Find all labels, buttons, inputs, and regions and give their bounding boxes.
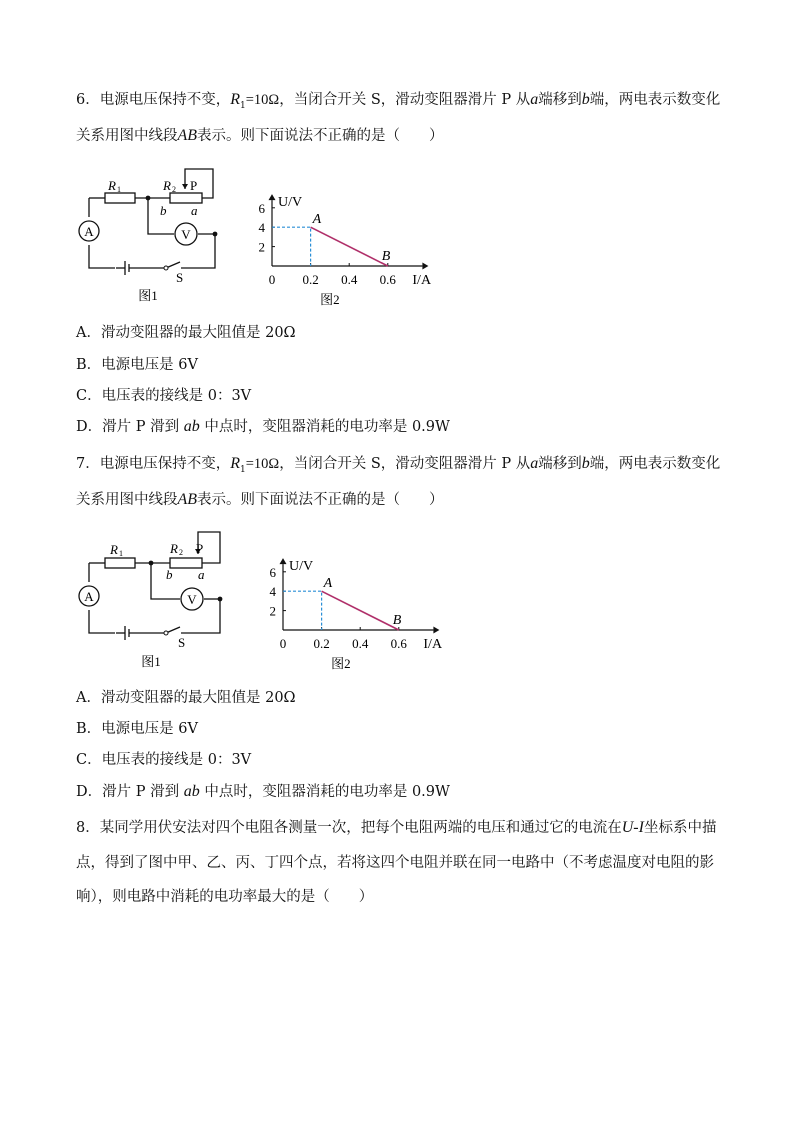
x-tick-label: 0.4 — [352, 636, 369, 651]
x-tick-label: 0.2 — [313, 636, 330, 651]
end-a-label: a — [191, 203, 198, 218]
figure2-caption: 图2 — [331, 656, 351, 671]
end-b-label: b — [166, 567, 173, 582]
r1-label: R — [108, 178, 116, 193]
q8-stem-line1: 8．某同学用伏安法对四个电阻各测量一次，把每个电阻两端的电压和通过它的电流在U-I坐标系中描 — [76, 819, 717, 836]
y-tick-label: 2 — [269, 603, 276, 619]
q7-option-b[interactable]: B．电源电压是 6V — [76, 721, 198, 737]
q6-circuit-diagram — [70, 162, 230, 308]
y-tick-label: 4 — [258, 220, 265, 236]
x-axis-arrow — [433, 627, 439, 634]
q6-option-b[interactable]: B．电源电压是 6V — [76, 357, 198, 373]
dashed-guide-lines — [283, 591, 322, 630]
x-tick-label: 0 — [279, 636, 287, 651]
r2-subscript: 2 — [179, 548, 183, 557]
point-b-label: B — [392, 613, 402, 628]
y-axis-arrow — [269, 194, 276, 200]
figure1-caption: 图1 — [141, 654, 161, 669]
q7-ui-graph — [263, 514, 453, 674]
q7-option-d[interactable]: D．滑片 P 滑到 ab 中点时，变阻器消耗的电功率是 0.9W — [76, 783, 450, 800]
x-tick-label: 0.4 — [341, 272, 358, 287]
r2-subscript: 2 — [172, 185, 176, 194]
q8-stem-line2: 点，得到了图中甲、乙、丙、丁四个点，若将这四个电阻并联在同一电路中（不考虑温度对电阻的影 — [76, 855, 714, 871]
y-tick-label: 4 — [269, 584, 276, 600]
point-a-label: A — [323, 576, 333, 592]
dashed-guide-lines — [272, 227, 311, 266]
x-tick-label: 0 — [268, 272, 276, 287]
r2-label: R — [170, 541, 178, 556]
q6-option-d[interactable]: D．滑片 P 滑到 ab 中点时，变阻器消耗的电功率是 0.9W — [76, 418, 450, 435]
voltmeter-label: V — [181, 227, 191, 242]
q6-stem-line1: 6．电源电压保持不变，$R_1=10\Omega$，当闭合开关 S，滑动变阻器滑片 P 从a端移到b端，两电表示数变化 — [76, 91, 721, 111]
switch-label: S — [178, 635, 186, 650]
ammeter-label: A — [84, 589, 94, 604]
r1-subscript: 1 — [119, 549, 123, 558]
point-b-label: B — [381, 249, 391, 264]
switch-label: S — [176, 270, 184, 285]
q8-stem-line3: 响），则电路中消耗的电功率最大的是（ ） — [76, 889, 374, 905]
segment-ab — [322, 591, 399, 630]
q6-ui-graph — [252, 150, 442, 310]
voltmeter-label: V — [187, 592, 197, 607]
r1-subscript: 1 — [117, 185, 121, 194]
q6-option-a[interactable]: A．滑动变阻器的最大阻值是 20Ω — [76, 325, 296, 341]
q7-stem-line1: 7．电源电压保持不变，$R_1=10\Omega$，当闭合开关 S，滑动变阻器滑片 P 从a端移到b端，两电表示数变化 — [76, 455, 721, 475]
slider-p-label: P — [190, 178, 198, 193]
r1-label: R — [110, 542, 118, 557]
x-tick-label: 0.6 — [379, 272, 396, 287]
q7-option-c[interactable]: C．电压表的接线是 0：3V — [76, 752, 252, 768]
y-tick-label: 2 — [258, 239, 265, 255]
q6-stem-line2: 关系用图中线段AB表示。则下面说法不正确的是（ ） — [76, 127, 444, 144]
q7-stem-line2: 关系用图中线段AB表示。则下面说法不正确的是（ ） — [76, 491, 444, 508]
figure2-caption: 图2 — [320, 292, 340, 307]
q7-option-a[interactable]: A．滑动变阻器的最大阻值是 20Ω — [76, 690, 296, 706]
point-a-label: A — [312, 212, 322, 228]
figure1-caption: 图1 — [138, 288, 158, 303]
x-axis-arrow — [422, 263, 428, 270]
y-axis-arrow — [280, 558, 287, 564]
q6-option-c[interactable]: C．电压表的接线是 0：3V — [76, 388, 252, 404]
y-tick-label: 6 — [258, 200, 265, 216]
ammeter-label: A — [84, 224, 94, 239]
y-axis-label: U/V — [289, 559, 314, 575]
end-a-label: a — [198, 567, 205, 582]
x-tick-label: 0.2 — [302, 272, 319, 287]
x-axis-label: I/A — [412, 273, 432, 288]
x-axis-label: I/A — [423, 637, 443, 652]
end-b-label: b — [160, 203, 167, 218]
q7-circuit-diagram — [70, 527, 230, 673]
y-axis-label: U/V — [278, 195, 303, 211]
r2-label: R — [163, 178, 171, 193]
slider-p-label: P — [196, 541, 204, 556]
y-tick-label: 6 — [269, 564, 276, 580]
segment-ab — [311, 227, 388, 266]
x-tick-label: 0.6 — [390, 636, 407, 651]
